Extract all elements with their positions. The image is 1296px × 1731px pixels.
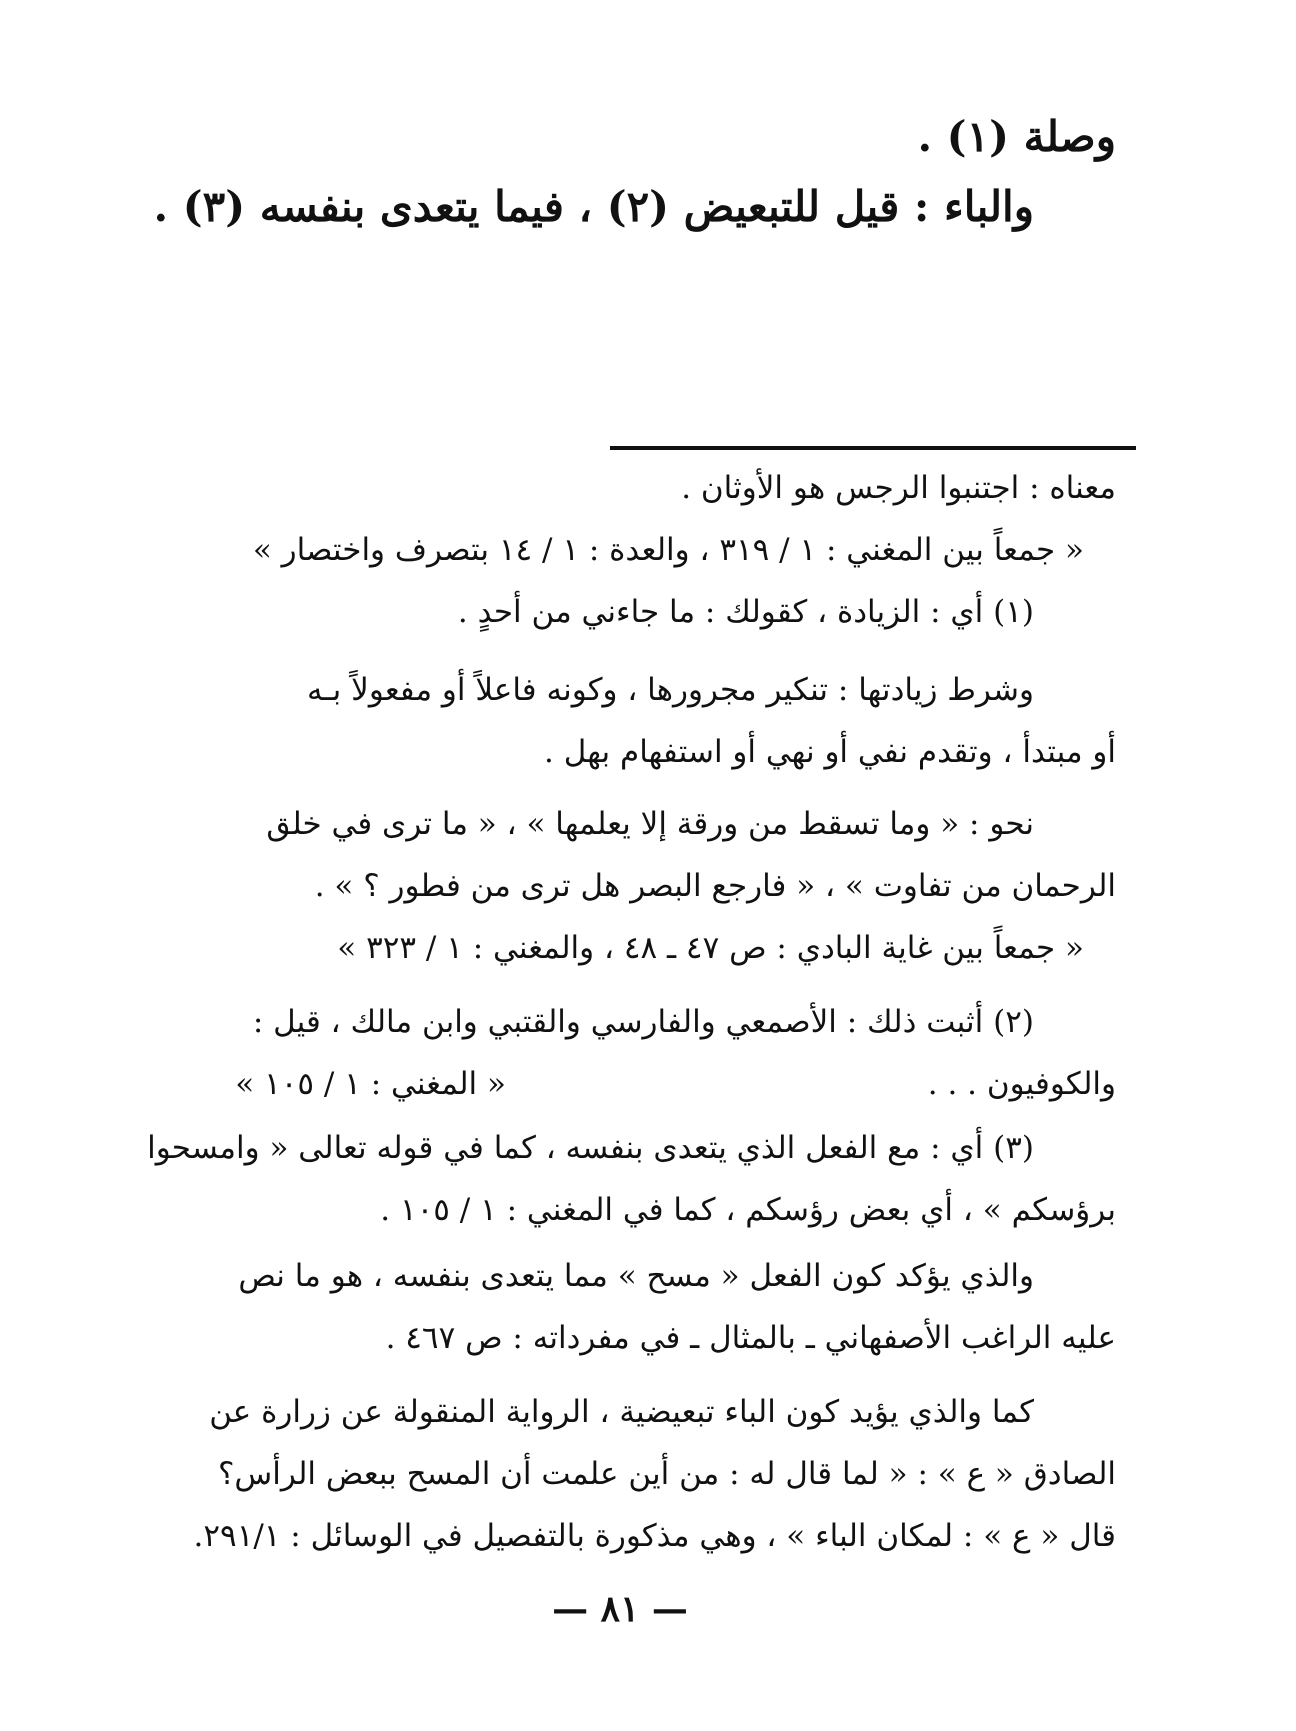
footnote-line-11: (٣) أي : مع الفعل الذي يتعدى بنفسه ، كما في قوله تعالى « وامسحوا — [147, 1130, 1034, 1166]
footnote-line-10-source: « المغني : ١ / ١٠٥ » — [235, 1066, 506, 1102]
footnote-line-7: الرحمان من تفاوت » ، « فارجع البصر هل ترى من فطور ؟ » . — [314, 868, 1116, 904]
footnote-separator — [610, 446, 1136, 450]
main-text-line-2: والباء : قيل للتبعيض (٢) ، فيما يتعدى بنفسه (٣) . — [153, 182, 1034, 231]
footnote-line-9: (٢) أثبت ذلك : الأصمعي والفارسي والقتبي وابن مالك ، قيل : — [252, 1004, 1034, 1040]
footnote-line-5: أو مبتدأ ، وتقدم نفي أو نهي أو استفهام بهل . — [544, 734, 1116, 770]
footnote-line-12: برؤسكم » ، أي بعض رؤسكم ، كما في المغني : ١ / ١٠٥ . — [380, 1192, 1116, 1228]
footnote-line-15: كما والذي يؤيد كون الباء تبعيضية ، الرواية المنقولة عن زرارة عن — [209, 1394, 1034, 1430]
footnote-line-4: وشرط زيادتها : تنكير مجرورها ، وكونه فاعلاً أو مفعولاً بـه — [306, 672, 1034, 708]
footnote-line-8: « جمعاً بين غاية البادي : ص ٤٧ ـ ٤٨ ، والمغني : ١ / ٣٢٣ » — [337, 930, 1084, 966]
footnote-line-13: والذي يؤكد كون الفعل « مسح » مما يتعدى بنفسه ، هو ما نص — [238, 1258, 1034, 1294]
footnote-line-10: والكوفيون . . . — [927, 1066, 1116, 1102]
footnote-line-16: الصادق « ع » : « لما قال له : من أين علمت أن المسح ببعض الرأس؟ — [217, 1456, 1116, 1492]
footnote-line-17: قال « ع » : لمكان الباء » ، وهي مذكورة بالتفصيل في الوسائل : ٢٩١/١. — [193, 1518, 1116, 1554]
main-text-line-1: وصلة (١) . — [917, 112, 1116, 161]
footnote-line-14: عليه الراغب الأصفهاني ـ بالمثال ـ في مفرداته : ص ٤٦٧ . — [385, 1320, 1116, 1356]
page-number: — ٨١ — — [552, 1588, 688, 1630]
footnote-line-1: معناه : اجتنبوا الرجس هو الأوثان . — [681, 470, 1116, 506]
footnote-line-6: نحو : « وما تسقط من ورقة إلا يعلمها » ، « ما ترى في خلق — [266, 806, 1034, 842]
footnote-line-3: (١) أي : الزيادة ، كقولك : ما جاءني من أحدٍ . — [457, 594, 1034, 630]
footnote-line-2: « جمعاً بين المغني : ١ / ٣١٩ ، والعدة : ١ / ١٤ بتصرف واختصار » — [252, 532, 1084, 568]
